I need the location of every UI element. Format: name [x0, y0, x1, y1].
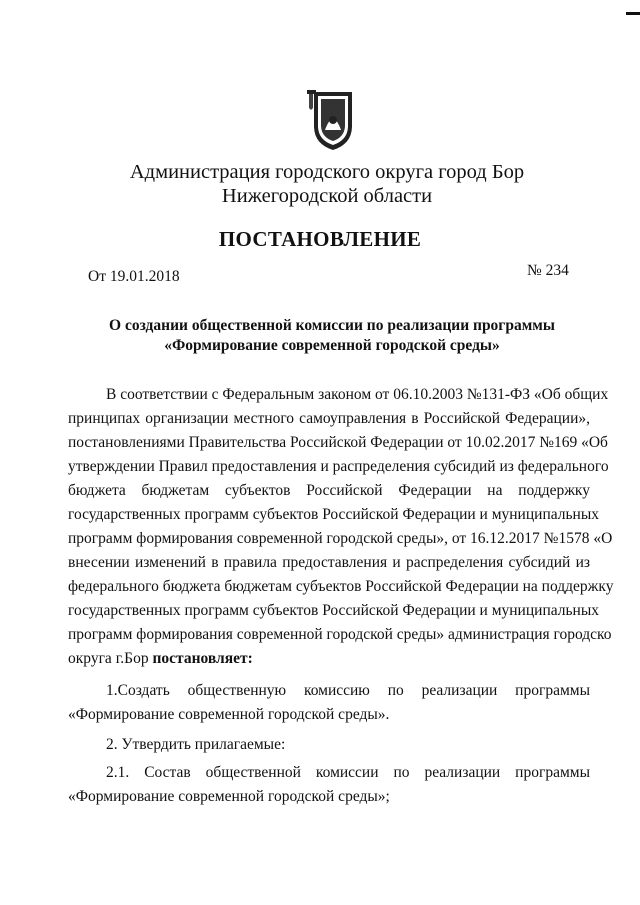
body-line: федерального бюджета бюджетам субъектов Российской Федерации на поддержку: [68, 578, 614, 595]
body-line: государственных программ субъектов Российской Федерации и муниципальных: [68, 506, 600, 523]
document-number: № 234: [527, 262, 569, 279]
organization-name: Администрация городского округа город Бор: [129, 161, 525, 183]
item-1-line-2: «Формирование современной городской среды».: [68, 706, 390, 723]
body-line: постановлениями Правительства Российской Федерации от 10.02.2017 №169 «Об: [68, 434, 608, 451]
item-2-1-line-1: 2.1. Состав общественной комиссии по реализации программы: [106, 764, 590, 781]
body-line: бюджета бюджетам субъектов Российской Федерации на поддержку: [68, 482, 590, 499]
scan-edge-mark: [626, 12, 640, 15]
document-type-title: ПОСТАНОВЛЕНИЕ: [218, 227, 422, 251]
organization-region: Нижегородской области: [221, 185, 433, 207]
subject-line-2: «Формирование современной городской среды»: [164, 337, 500, 354]
body-text: округа г.Бор: [68, 650, 153, 667]
subject-line-1: О создании общественной комиссии по реализации программы: [109, 317, 555, 334]
body-line: программ формирования современной городской среды» администрация городско: [68, 626, 612, 643]
item-1-line-1: 1.Создать общественную комиссию по реализации программы: [106, 682, 590, 699]
body-line-final: [68, 647, 590, 671]
document-date: От 19.01.2018: [88, 268, 180, 285]
resolution-keyword: постановляет:: [152, 650, 253, 667]
body-line: программ формирования современной городской среды», от 16.12.2017 №1578 «О: [68, 530, 613, 547]
body-line: утверждении Правил предоставления и распределения субсидий из федерального: [68, 458, 609, 475]
body-line: В соответствии с Федеральным законом от 06.10.2003 №131-ФЗ «Об общих: [106, 386, 609, 403]
coat-of-arms-icon: [302, 86, 360, 152]
body-line: государственных программ субъектов Российской Федерации и муниципальных: [68, 602, 600, 619]
item-2: 2. Утвердить прилагаемые:: [106, 736, 286, 753]
body-line: принципах организации местного самоуправления в Российской Федерации»,: [68, 410, 590, 427]
body-line: внесении изменений в правила предоставления и распределения субсидий из: [68, 554, 590, 571]
item-2-1-line-2: «Формирование современной городской среды»;: [68, 788, 390, 805]
